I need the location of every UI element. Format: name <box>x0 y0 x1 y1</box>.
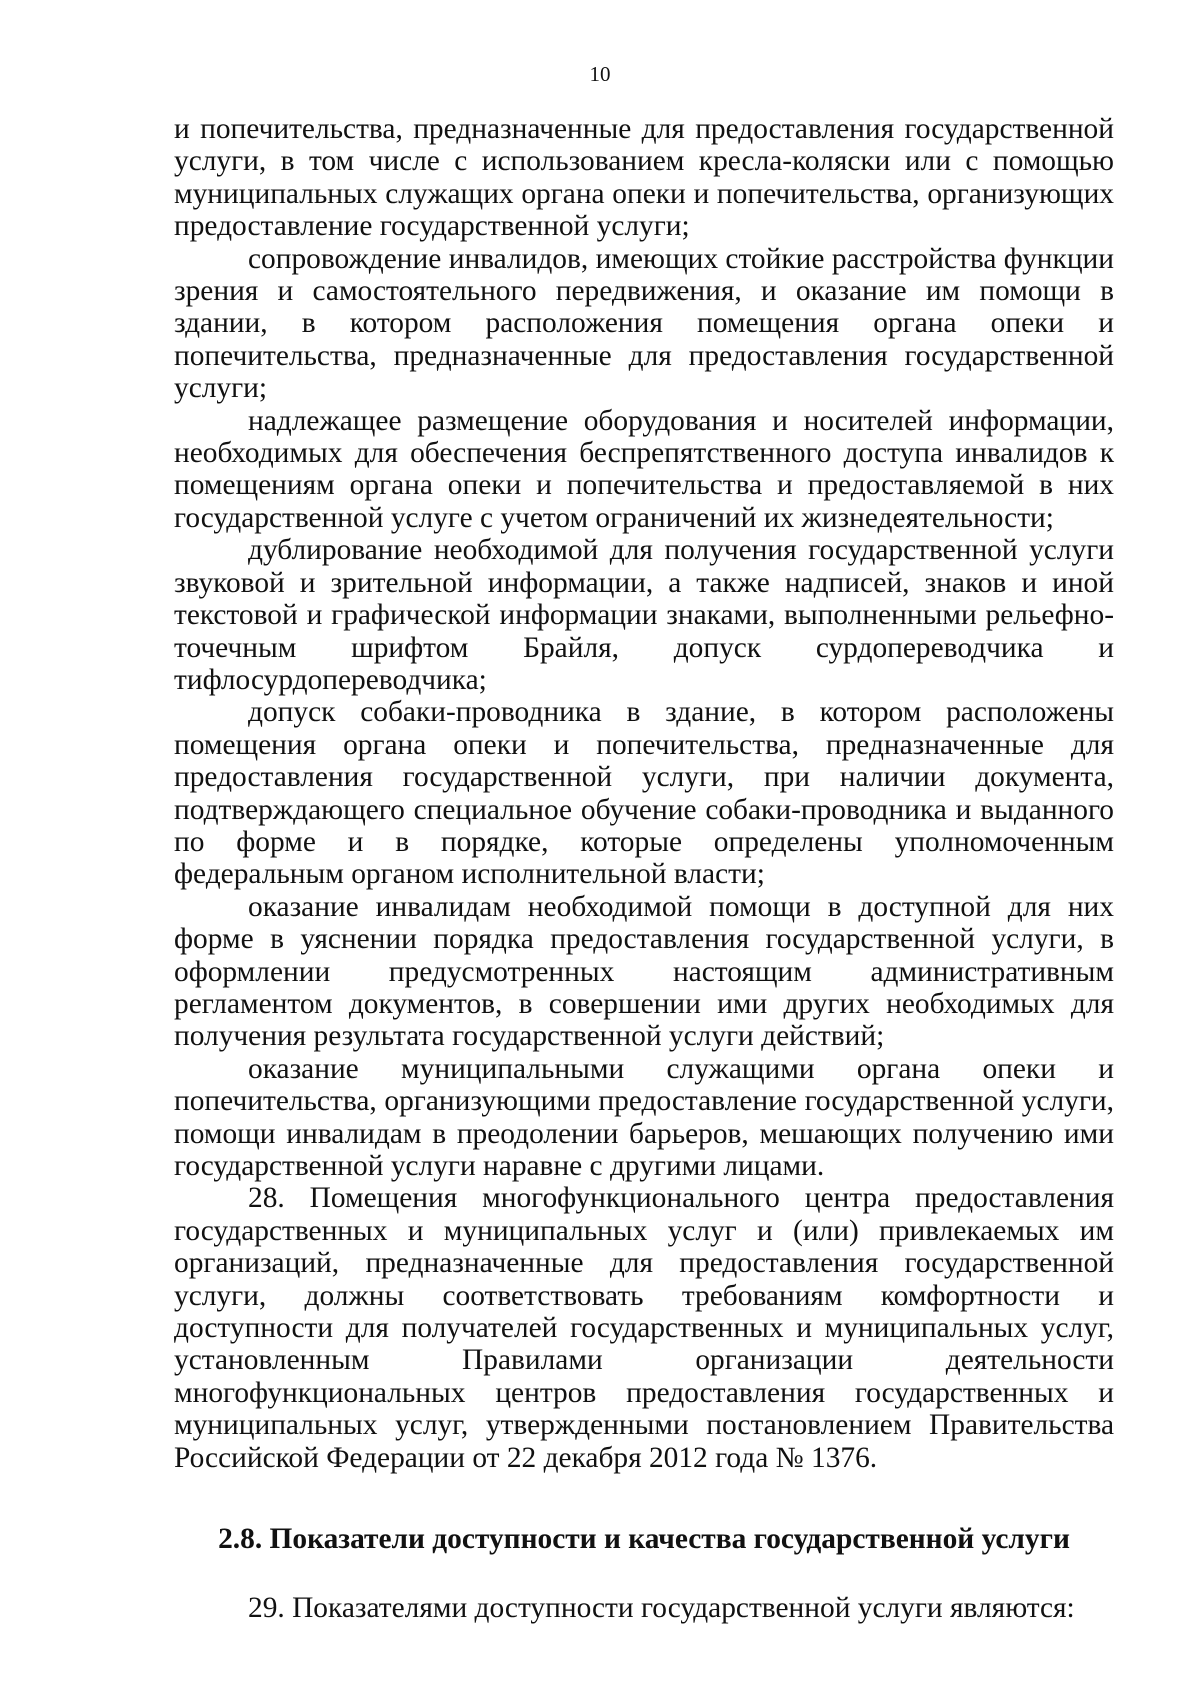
paragraph-escort-disabled: сопровождение инвалидов, имеющих стойкие расстройства функции зрения и самостоятельного передвижения, и оказание им помощи в здании, в котором расположения помещения органа опеки и попечительства, предназначенные для предоставления государственной услуги; <box>174 242 1114 405</box>
paragraph-barrier-help: оказание муниципальными служащими органа опеки и попечительства, организующими предоставление государственной услуги, помощи инвалидам в преодолении барьеров, мешающих получению ими государственной услуги наравне с другими лицами. <box>174 1052 1114 1182</box>
paragraph-29-indicators: 29. Показателями доступности государственной услуги являются: <box>248 1592 1075 1625</box>
paragraph-equipment-placement: надлежащее размещение оборудования и носителей информации, необходимых для обеспечения беспрепятственного доступа инвалидов к помещениям органа опеки и попечительства и предоставляемой в них государственной услуге с учетом ограничений их жизнедеятельности; <box>174 404 1114 534</box>
page-number: 10 <box>589 62 611 86</box>
paragraph-assistance: оказание инвалидам необходимой помощи в доступной для них форме в уяснении порядка предоставления государственной услуги, в оформлении предусмотренных настоящим административным регламентом документов, в совершении ими других необходимых для получения результата государственной услуги действий; <box>174 890 1114 1053</box>
paragraph-guide-dog-admission: допуск собаки-проводника в здание, в котором расположены помещения органа опеки и попечительства, предназначенные для предоставления государственной услуги, при наличии документа, подтверждающего специальное обучение собаки-проводника и выданного по форме и в порядке, которые определены уполномоченным федеральным органом исполнительной власти; <box>174 696 1114 891</box>
paragraph-information-duplication: дублирование необходимой для получения государственной услуги звуковой и зрительной информации, а также надписей, знаков и иной текстовой и графической информации знаками, выполненными рельефно-точечным шрифтом Брайля, допуск сурдопереводчика и тифлосурдопереводчика; <box>174 534 1114 696</box>
section-heading: 2.8. Показатели доступности и качества государственной услуги <box>218 1523 1070 1556</box>
paragraph-continuation: и попечительства, предназначенные для предоставления государственной услуги, в том числе с использованием кресла-коляски или с помощью муниципальных служащих органа опеки и попечительства, организующих предоставление государственной услуги; <box>174 113 1114 243</box>
paragraph-28-mfc-premises: 28. Помещения многофункционального центра предоставления государственных и муниципальных услуг и (или) привлекаемых им организаций, предназначенные для предоставления государственной услуги, должны соответствовать требованиям комфортности и доступности для получателей государственных и муниципальных услуг, установленным Правилами организации деятельности многофункциональных центров предоставления государственных и муниципальных услуг, утвержденными постановлением Правительства Российской Федерации от 22 декабря 2012 года № 1376. <box>174 1182 1114 1474</box>
document-body <box>174 113 1114 1624</box>
